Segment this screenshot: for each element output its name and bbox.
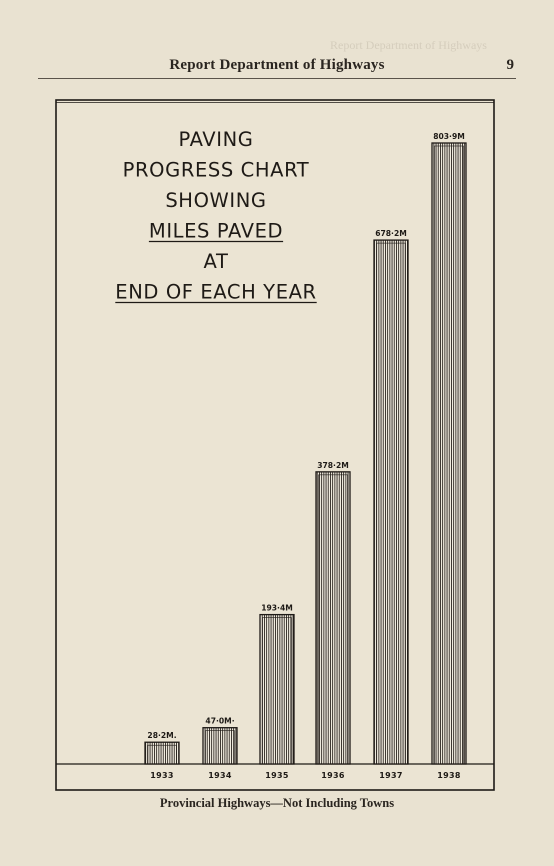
chart-title-line: SHOWING — [165, 189, 267, 212]
bar-1935 — [260, 615, 294, 764]
x-tick-1934: 1934 — [208, 771, 232, 780]
bar-1938 — [432, 143, 466, 764]
value-label-1933: 28·2M. — [147, 731, 177, 741]
x-tick-1935: 1935 — [265, 771, 289, 780]
chart-title-line: MILES PAVED — [148, 219, 284, 243]
x-tick-1933: 1933 — [150, 771, 174, 780]
value-label-1936: 378·2M — [317, 460, 349, 470]
value-label-1935: 193·4M — [261, 603, 293, 613]
chart-title-line: PROGRESS CHART — [122, 158, 310, 182]
x-tick-1936: 1936 — [321, 771, 345, 780]
page-number: 9 — [506, 57, 514, 73]
figure-caption: Provincial Highways—Not Including Towns — [159, 796, 395, 810]
bar-1937 — [374, 240, 408, 764]
bleed-through-text: Report Department of Highways — [330, 38, 487, 52]
page-header-title: Report Department of Highways — [169, 57, 385, 73]
chart-title-line: END OF EACH YEAR — [115, 280, 317, 304]
x-tick-1938: 1938 — [437, 771, 461, 780]
bar-1936 — [316, 472, 350, 764]
chart-title-line: PAVING — [178, 128, 254, 151]
value-label-1934: 47·0M· — [205, 716, 235, 726]
value-label-1938: 803·9M — [433, 132, 465, 141]
bar-1934 — [203, 728, 237, 764]
x-tick-1937: 1937 — [379, 771, 403, 780]
chart-title-line: AT — [203, 250, 229, 273]
value-label-1937: 678·2M — [375, 229, 407, 239]
